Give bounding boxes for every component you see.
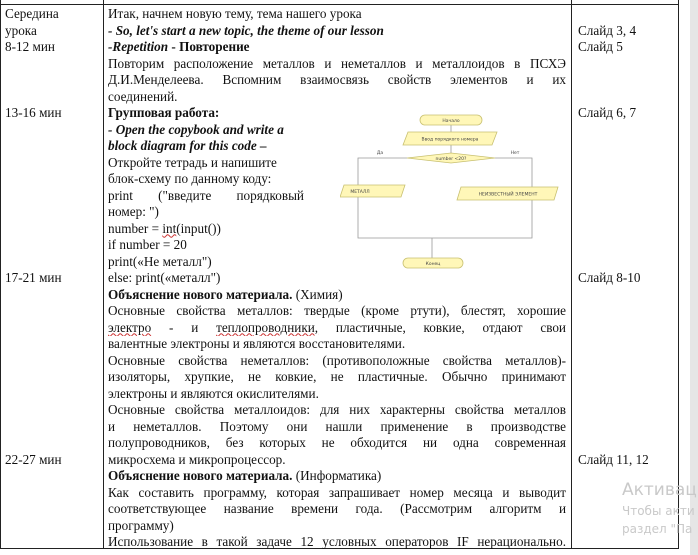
activation-watermark-text: раздел "Па: [622, 522, 693, 536]
text-line-english: block diagram for this code –: [108, 138, 267, 153]
text-line: Откройте тетрадь и напишите: [108, 154, 277, 170]
text-line: Повторим расположение металлов и неметаллов и металлоидов в ПСХЭ: [108, 55, 566, 71]
text-line: блок-схему по данному коду:: [108, 171, 272, 186]
text-line: [108, 320, 566, 337]
column-divider: [103, 0, 104, 549]
section-heading: Групповая работа:: [108, 105, 220, 120]
english-term: -Repetition: [108, 39, 169, 54]
condition-label: number <20?: [435, 157, 467, 162]
slide-ref: Слайд 11, 12: [578, 451, 649, 467]
slide-ref: Слайд 5: [578, 39, 623, 54]
russian-term: - Повторение: [168, 39, 250, 54]
section-heading: [108, 287, 566, 304]
text-line-english: - Open the copybook and write a: [108, 121, 284, 137]
end-label: Конец: [425, 262, 441, 267]
text-line: микросхема и микропроцессор.: [108, 451, 286, 467]
table-left-border: [0, 0, 1, 549]
text-part: теплопроводники,: [216, 319, 319, 335]
slide-ref: Слайд 6, 7: [578, 105, 637, 120]
text-part: пластичные, ковкие, отдают свои: [318, 319, 566, 335]
code-part: (input()): [176, 220, 221, 236]
text-line: программу): [108, 517, 174, 533]
heading-subject: (Информатика): [292, 468, 382, 483]
code-line: if number = 20: [108, 237, 187, 252]
text-line: и неметаллов. Поэтому они нашли применение в производстве: [108, 418, 566, 434]
text-line: соединений.: [108, 88, 178, 104]
heading-subject: (Химия): [292, 286, 343, 302]
no-output-label: НЕИЗВЕСТНЫЙ ЭЛЕМЕНТ: [478, 192, 538, 198]
stage-label: Середина: [5, 6, 59, 21]
text-line: полупроводников, без которых не обходится ни одна современная: [108, 435, 566, 450]
section-heading: [108, 468, 566, 485]
text-line: Использование в такой задаче 12 условных операторов IF нерационально.: [108, 534, 566, 549]
code-part: number =: [108, 220, 163, 236]
yes-output-label: МЕТАЛЛ: [350, 190, 370, 195]
text-line-english: - So, let's start a new topic, the theme of our lesson: [108, 22, 384, 38]
table-top-border: [0, 4, 679, 5]
text-line: валентные электроны и являются восстановителями.: [108, 336, 406, 351]
text-line: Основные свойства неметаллов: (противоположные свойства металлов)-: [108, 352, 566, 368]
slide-ref: Слайд 8-10: [578, 270, 641, 285]
text-line: Итак, начнем новую тему, тема нашего урока: [108, 6, 362, 21]
code-line: print(«Не металл"): [108, 253, 212, 269]
no-label: Нет: [510, 151, 520, 156]
time-label: 17-21 мин: [5, 270, 62, 285]
scrollbar-area: [690, 0, 698, 555]
text-line: [108, 39, 566, 56]
activation-watermark-text: Чтобы акти: [622, 504, 695, 518]
column-divider: [571, 0, 572, 549]
stage-label: урока: [5, 22, 37, 38]
time-label: 13-16 мин: [5, 105, 62, 120]
text-line: Как составить программу, которая запрашивает номер месяца и выводит: [108, 484, 566, 500]
text-line: соответствующее название времени года. (Рассмотрим алгоритм и: [108, 501, 566, 516]
code-line: else: print(«металл"): [108, 270, 221, 285]
text-line: Д.И.Менделеева. Вспомним взаимосвязь свойств элементов и их: [108, 72, 566, 87]
heading-bold: Объяснение нового материала.: [108, 468, 293, 483]
activation-watermark-title: Активац: [622, 480, 697, 500]
time-label: 8-12 мин: [5, 39, 55, 54]
yes-label: Да: [376, 151, 384, 156]
input-label: Ввод порядкого номера: [421, 137, 479, 143]
time-label: 22-27 мин: [5, 451, 62, 467]
text-line: изоляторы, хрупкие, не ковкие, не пластичные. Обычно принимают: [108, 369, 566, 384]
table-right-border: [678, 0, 679, 549]
code-part: int: [162, 220, 177, 236]
flowchart: [340, 100, 570, 280]
code-line: номер: "): [108, 204, 159, 219]
text-part: - и: [151, 319, 217, 335]
text-line: Основные свойства металлоидов: для них характерны свойства металлов: [108, 402, 566, 417]
heading-bold: Объяснение нового материала.: [108, 286, 293, 302]
text-line: электроны и являются окислителями.: [108, 385, 319, 401]
text-line: Основные свойства металлов: твердые (кроме ртути), блестят, хорошие: [108, 303, 566, 318]
start-label: Начало: [442, 119, 460, 124]
text-part: электро: [108, 319, 152, 335]
code-line: print ("введите порядковый: [108, 187, 304, 203]
slide-ref: Слайд 3, 4: [578, 22, 637, 38]
